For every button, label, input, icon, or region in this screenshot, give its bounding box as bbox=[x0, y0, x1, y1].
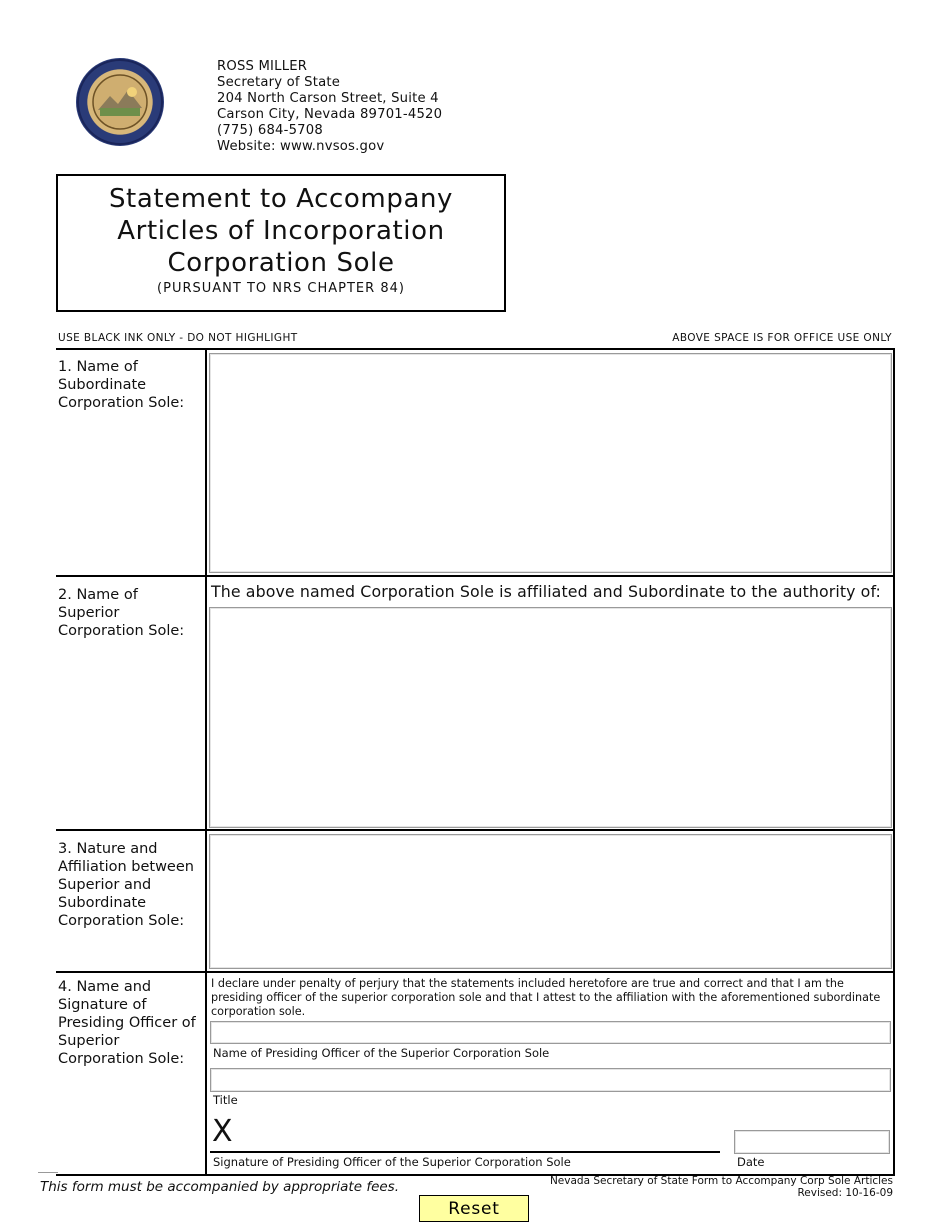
signature-label: Signature of Presiding Officer of the Superior Corporation Sole bbox=[213, 1155, 571, 1169]
date-label: Date bbox=[737, 1155, 765, 1169]
officer-name: ROSS MILLER bbox=[217, 59, 308, 74]
nature-affiliation-field[interactable] bbox=[209, 834, 892, 969]
form-title-box bbox=[56, 174, 506, 312]
form-identifier bbox=[550, 1175, 893, 1199]
section-4-label: 4. Name and Signature of Presiding Officer of Superior Corporation Sole: bbox=[58, 979, 196, 1067]
office-title: Secretary of State bbox=[217, 75, 341, 90]
title-line-1: Statement to Accompany bbox=[108, 184, 454, 214]
column-divider bbox=[205, 348, 207, 1174]
street-address: 204 North Carson Street, Suite 4 bbox=[217, 91, 439, 106]
affiliation-statement: The above named Corporation Sole is affiliated and Subordinate to the authority of: bbox=[211, 582, 881, 601]
officer-name-label: Name of Presiding Officer of the Superior Corporation Sole bbox=[213, 1046, 550, 1060]
title-label: Title bbox=[213, 1093, 238, 1107]
section-3-label: 3. Nature and Affiliation between Superior and Subordinate Corporation Sole: bbox=[58, 841, 194, 929]
signature-line[interactable] bbox=[210, 1151, 720, 1153]
website: Website: www.nvsos.gov bbox=[217, 139, 385, 154]
city-state-zip: Carson City, Nevada 89701-4520 bbox=[217, 107, 443, 122]
section-2-label: 2. Name of Superior Corporation Sole: bbox=[58, 587, 185, 639]
secretary-of-state-header bbox=[217, 59, 442, 155]
revision-date: Revised: 10-16-09 bbox=[797, 1187, 893, 1199]
officer-name-field[interactable] bbox=[210, 1021, 891, 1044]
title-line-2: Articles of Incorporation bbox=[117, 216, 445, 246]
office-use-note: ABOVE SPACE IS FOR OFFICE USE ONLY bbox=[672, 332, 892, 344]
section-1-label: 1. Name of Subordinate Corporation Sole: bbox=[58, 359, 185, 411]
ink-instruction: USE BLACK INK ONLY - DO NOT HIGHLIGHT bbox=[58, 332, 298, 344]
row-divider bbox=[56, 971, 895, 973]
title-line-3: Corporation Sole bbox=[167, 248, 395, 278]
row-divider bbox=[56, 829, 895, 831]
footer-divider bbox=[38, 1172, 58, 1173]
perjury-declaration: I declare under penalty of perjury that the statements included heretofore are true and correct and that I am the presiding officer of the superior corporation sole and that I attest to the affiliation with the aforementioned subordinate corporation sole. bbox=[211, 977, 881, 1018]
row-divider bbox=[56, 575, 895, 577]
subordinate-name-field[interactable] bbox=[209, 353, 892, 573]
form-name: Nevada Secretary of State Form to Accompany Corp Sole Articles bbox=[549, 1175, 893, 1187]
statute-subtitle: (PURSUANT TO NRS CHAPTER 84) bbox=[157, 281, 405, 296]
date-field[interactable] bbox=[734, 1130, 890, 1154]
fees-note: This form must be accompanied by appropriate fees. bbox=[40, 1179, 400, 1195]
nevada-state-seal bbox=[76, 58, 164, 146]
title-field[interactable] bbox=[210, 1068, 891, 1092]
reset-button[interactable]: Reset bbox=[419, 1195, 529, 1222]
seal-emblem-icon bbox=[76, 58, 164, 146]
signature-x-mark: X bbox=[212, 1114, 233, 1149]
superior-name-field[interactable] bbox=[209, 607, 892, 828]
phone-number: (775) 684-5708 bbox=[217, 123, 323, 138]
